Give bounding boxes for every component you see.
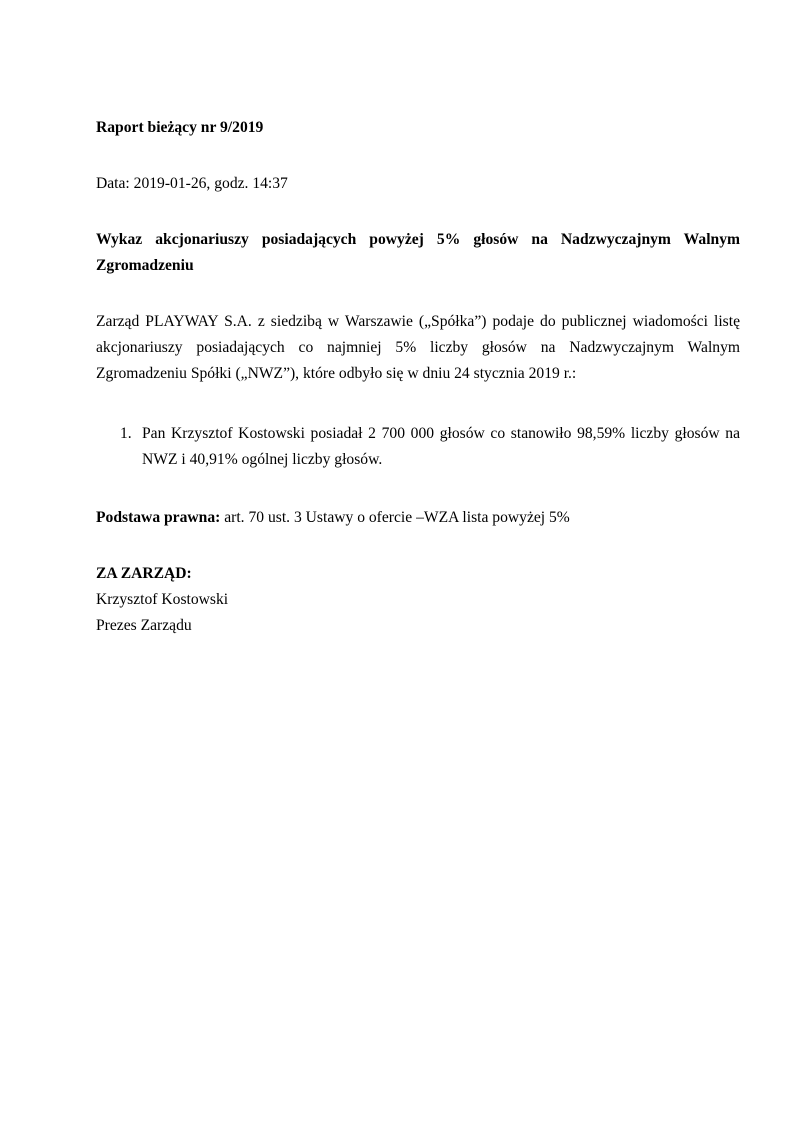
list-item-number: 1. [120, 425, 132, 442]
signature-role: Prezes Zarządu [96, 617, 192, 634]
list-item-text: Pan Krzysztof Kostowski posiadał 2 700 000 głosów co stanowiło 98,59% liczby głosów na NWZ i 40,91% ogólnej liczby głosów. [142, 425, 740, 468]
legal-basis [96, 505, 740, 531]
legal-basis-label: Podstawa prawna: [96, 509, 221, 526]
signature-heading: ZA ZARZĄD: [96, 565, 192, 582]
report-subject: Wykaz akcjonariuszy posiadających powyżej 5% głosów na Nadzwyczajnym Walnym Zgromadzeniu [96, 231, 740, 274]
signature-name: Krzysztof Kostowski [96, 591, 229, 608]
intro-paragraph: Zarząd PLAYWAY S.A. z siedzibą w Warszawie („Spółka”) podaje do publicznej wiadomości listę akcjonariuszy posiadających co najmniej 5% liczby głosów na Nadzwyczajnym Walnym Zgromadzeniu Spółki („NWZ”), które odbyło się w dniu 24 stycznia 2019 r.: [96, 313, 740, 382]
legal-basis-text: art. 70 ust. 3 Ustawy o ofercie –WZA lista powyżej 5% [220, 509, 570, 526]
report-date: Data: 2019-01-26, godz. 14:37 [96, 175, 288, 192]
report-title: Raport bieżący nr 9/2019 [96, 119, 264, 136]
